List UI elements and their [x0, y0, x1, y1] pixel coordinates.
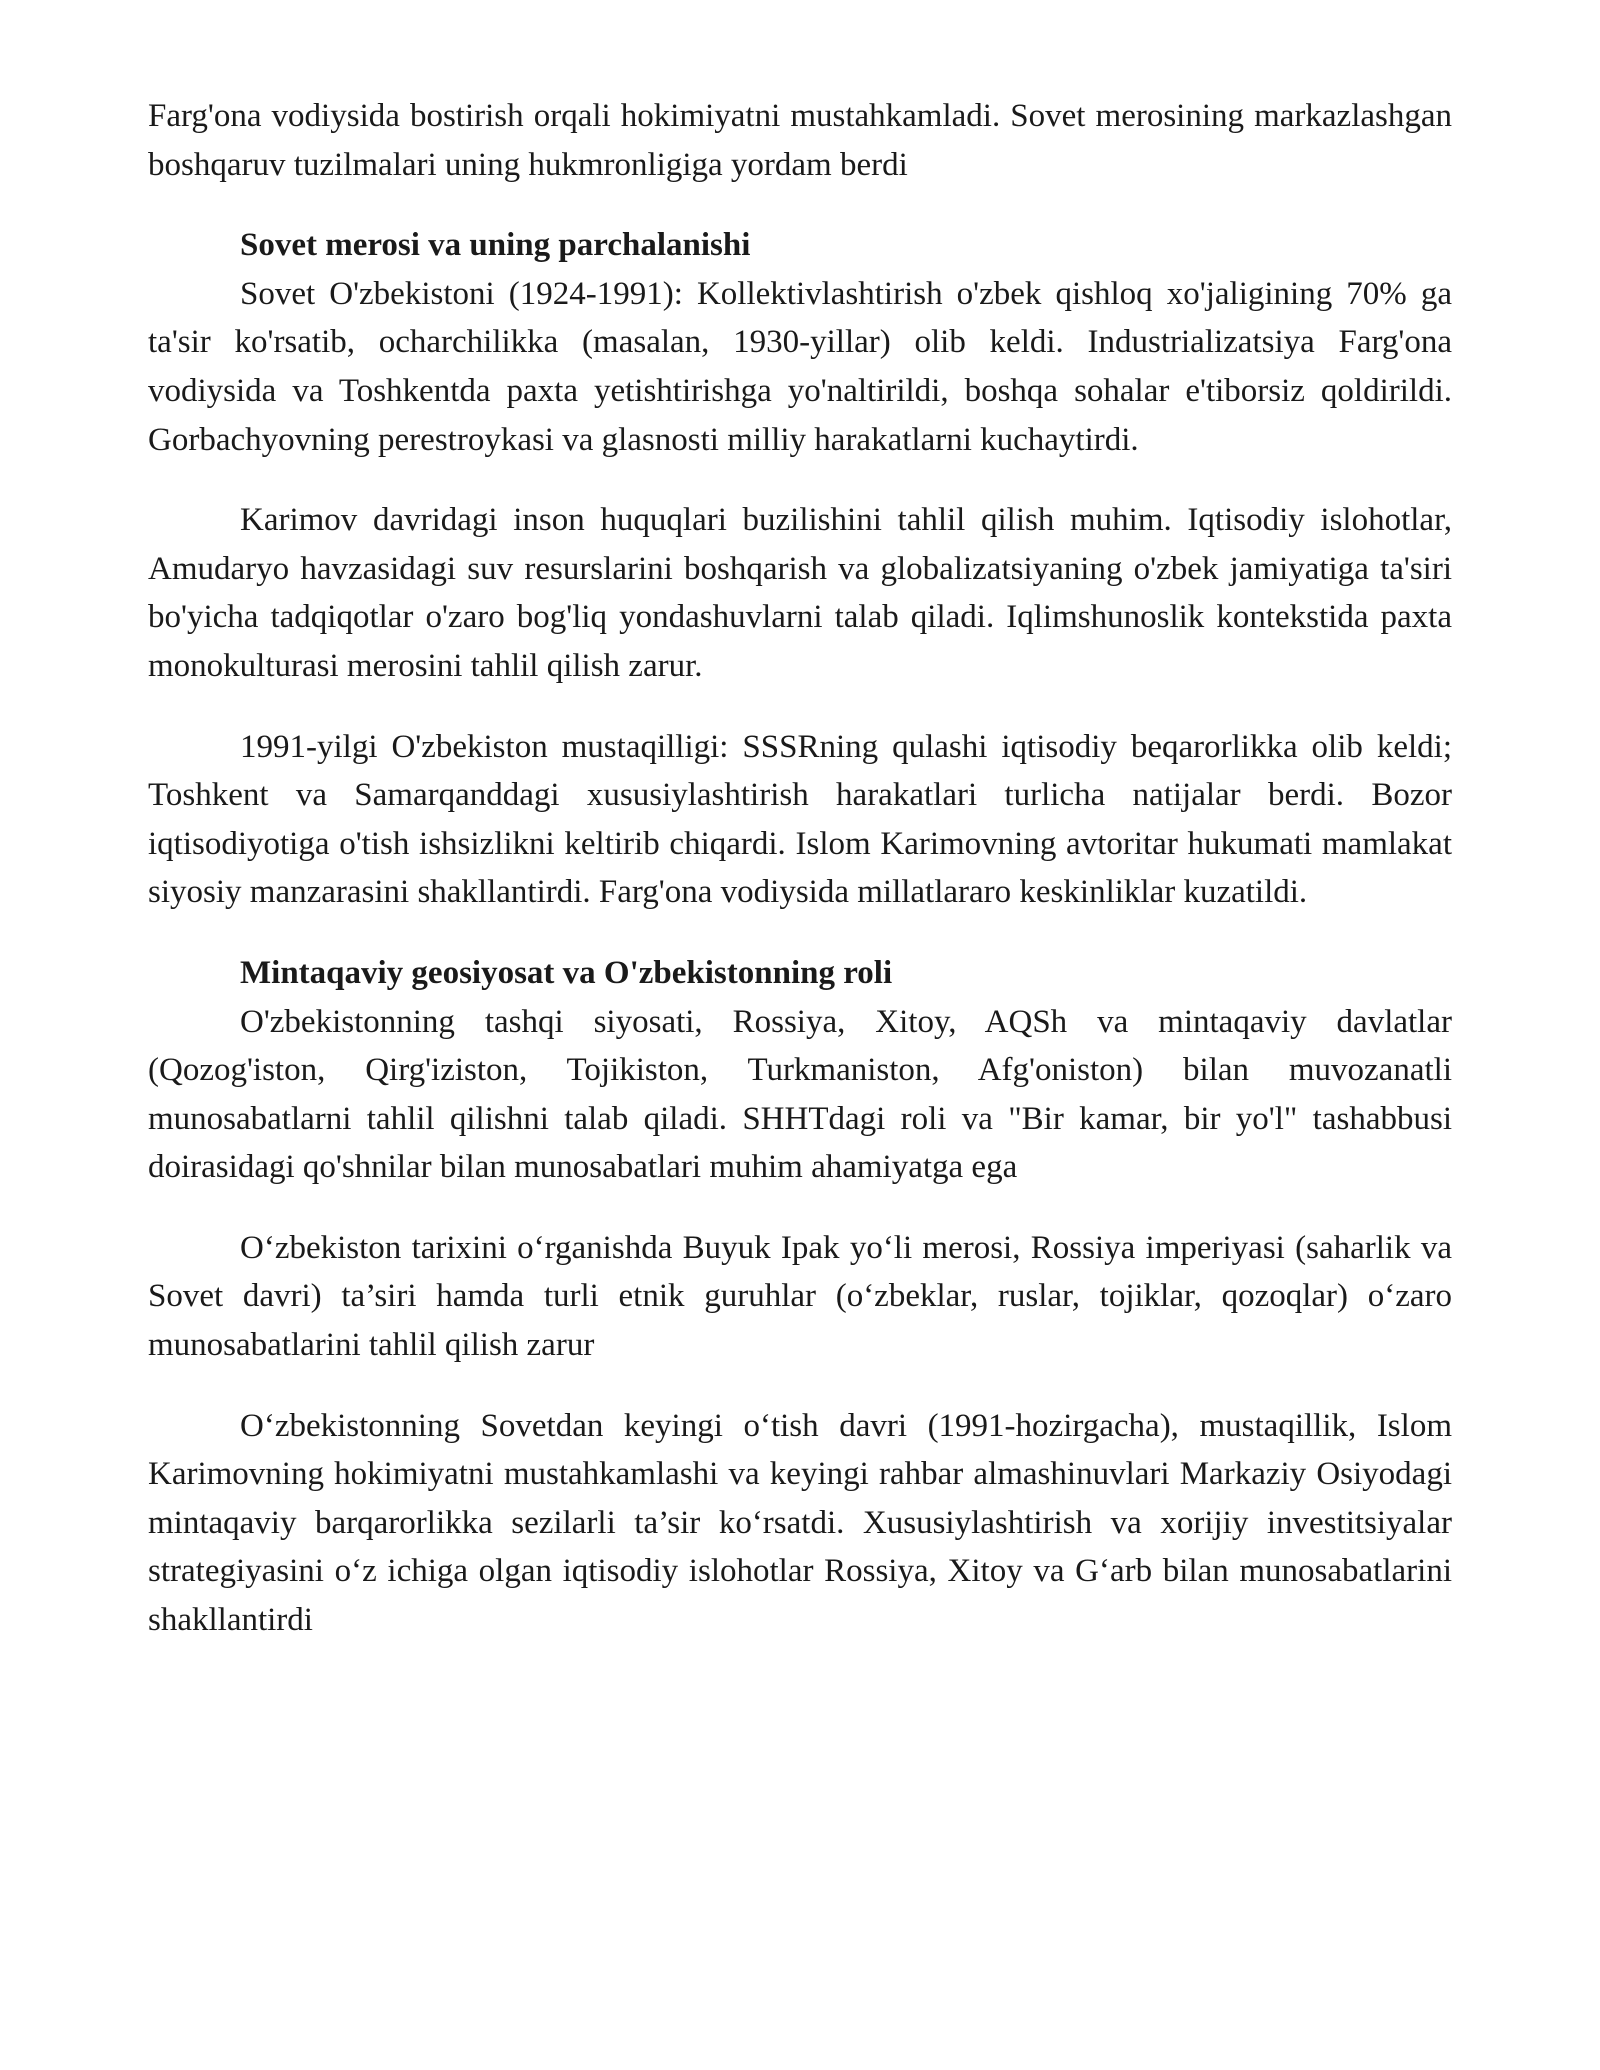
paragraph-history-study: O‘zbekiston tarixini o‘rganishda Buyuk Ipak yo‘li merosi, Rossiya imperiyasi (saharlik va Sovet davri) ta’siri hamda turli etnik guruhlar (o‘zbeklar, ruslar, tojiklar, qozoqlar) o‘zaro munosabatlarini tahlil qilish zarur — [148, 1229, 1452, 1364]
paragraph-continuation: Farg'ona vodiysida bostirish orqali hokimiyatni mustahkamladi. Sovet merosining markazlashgan boshqaruv tuzilmalari uning hukmronligiga yordam berdi — [148, 98, 1452, 183]
paragraph-post-soviet-transition: O‘zbekistonning Sovetdan keyingi o‘tish davri (1991-hozirgacha), mustaqillik, Islom Karimovning hokimiyatni mustahkamlashi va keyingi rahbar almashinuvlari Markaziy Osiyodagi mintaqaviy barqarorlikka sezilarli ta’sir ko‘rsatdi. Xususiylashtirish va xorijiy investitsiyalar strategiyasini o‘z ichiga olgan iqtisodiy islohotlar Rossiya, Xitoy va G‘arb bilan munosabatlarini shakllantirdi — [148, 1407, 1452, 1639]
document-page — [148, 92, 1452, 1645]
paragraph-karimov-era: Karimov davridagi inson huquqlari buzilishini tahlil qilish muhim. Iqtisodiy islohotlar, Amudaryo havzasidagi suv resurslarini boshqarish va globalizatsiyaning o'zbek jamiyatiga ta'siri bo'yicha tadqiqotlar o'zaro bog'liq yondashuvlarni talab qiladi. Iqlimshunoslik kontekstida paxta monokulturasi merosini tahlil qilish zarur. — [148, 502, 1452, 684]
paragraph-soviet-uzbekistan: Sovet O'zbekistoni (1924-1991): Kollektivlashtirish o'zbek qishloq xo'jaligining 70% ga ta'sir ko'rsatib, ocharchilikka (masalan, 1930-yillar) olib keldi. Industrializatsiya Farg'ona vodiysida va Toshkentda paxta yetishtirishga yo'naltirildi, boshqa sohalar e'tiborsiz qoldirildi. Gorbachyovning perestroykasi va glasnosti milliy harakatlarni kuchaytirdi. — [148, 275, 1452, 458]
paragraph-foreign-policy: O'zbekistonning tashqi siyosati, Rossiya, Xitoy, AQSh va mintaqaviy davlatlar (Qozog'iston, Qirg'iziston, Tojikiston, Turkmaniston, Afg'oniston) bilan muvozanatli munosabatlarni tahlil qilishni talab qiladi. SHHTdagi roli va "Bir kamar, bir yo'l" tashabbusi doirasidagi qo'shnilar bilan munosabatlari muhim ahamiyatga ega — [148, 1003, 1452, 1186]
section-heading-soviet-legacy: Sovet merosi va uning parchalanishi — [240, 227, 751, 264]
section-heading-regional-geopolitics: Mintaqaviy geosiyosat va O'zbekistonning roli — [240, 954, 893, 991]
paragraph-independence-1991: 1991-yilgi O'zbekiston mustaqilligi: SSSRning qulashi iqtisodiy beqarorlikka olib keldi; Toshkent va Samarqanddagi xususiylashtirish harakatlari turlicha natijalar berdi. Bozor iqtisodiyotiga o'tish ishsizlikni keltirib chiqardi. Islom Karimovning avtoritar hukumati mamlakat siyosiy manzarasini shakllantirdi. Farg'ona vodiysida millatlararo keskinliklar kuzatildi. — [148, 728, 1452, 911]
